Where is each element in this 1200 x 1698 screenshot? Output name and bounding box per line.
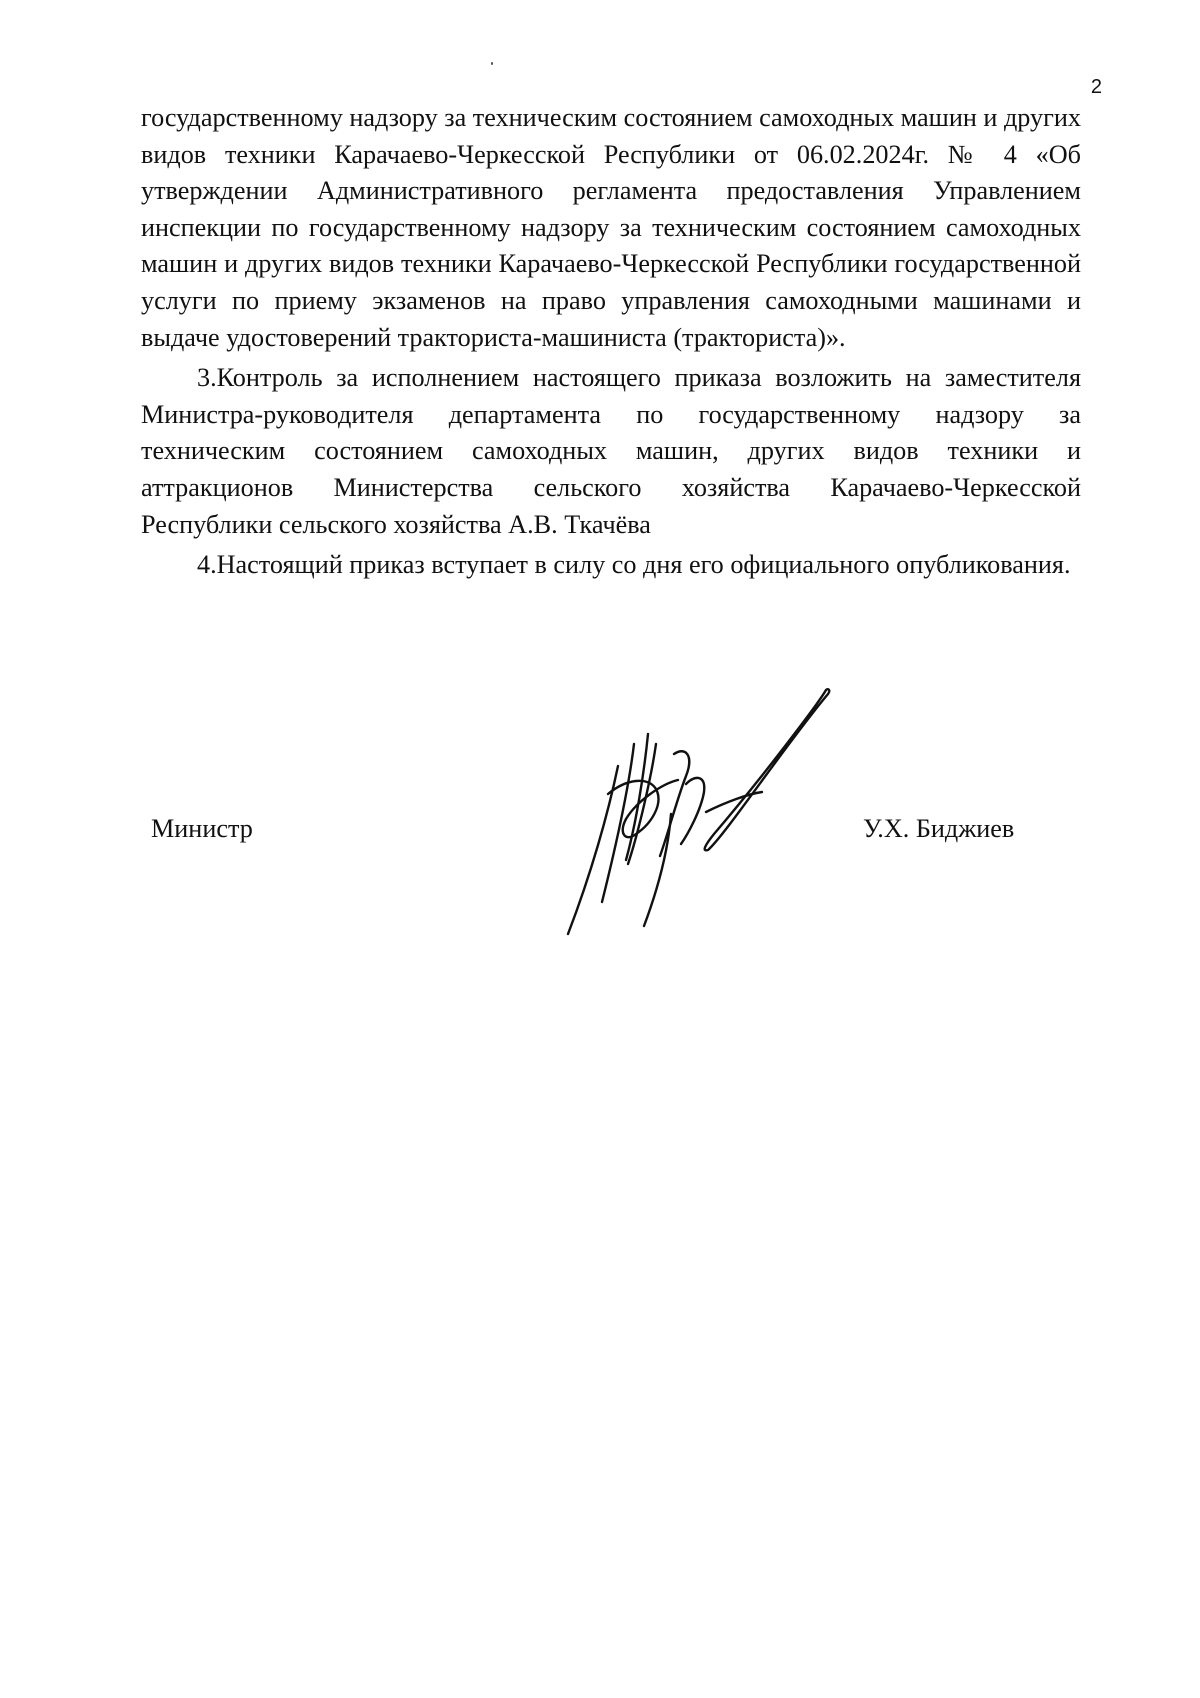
signatory-name: У.Х. Биджиев [863,814,1015,843]
paragraph-effective-date: 4.Настоящий приказ вступает в силу со дня его официального опубликования. [197,550,1071,580]
document-body [141,100,1081,584]
paragraph-continuation: государственному надзору за техническим состоянием самоходных машин и других видов техники Карачаево-Черкесской Республики от 06.02.2024г. № 4 «Об утверждении Административного регламента предоставления Управлением инспекции по государственному надзору за техническим состоянием самоходных машин и других видов техники Карачаево-Черкесской Республики государственной услуги по приему экзаменов на право управления самоходными машинами и выдаче удостоверений тракториста-машиниста (тракториста)». [141,103,1081,352]
handwritten-signature [556,684,846,944]
page-number: 2 [1090,76,1102,98]
signatory-title: Министр [151,814,253,843]
scan-speck [491,62,493,65]
paragraph-control: 3.Контроль за исполнением настоящего приказа возложить на заместителя Министра-руководителя департамента по государственному надзору за техническим состоянием самоходных машин, других видов техники и аттракционов Министерства сельского хозяйства Карачаево-Черкесской Республики сельского хозяйства А.В. Ткачёва [141,363,1081,539]
